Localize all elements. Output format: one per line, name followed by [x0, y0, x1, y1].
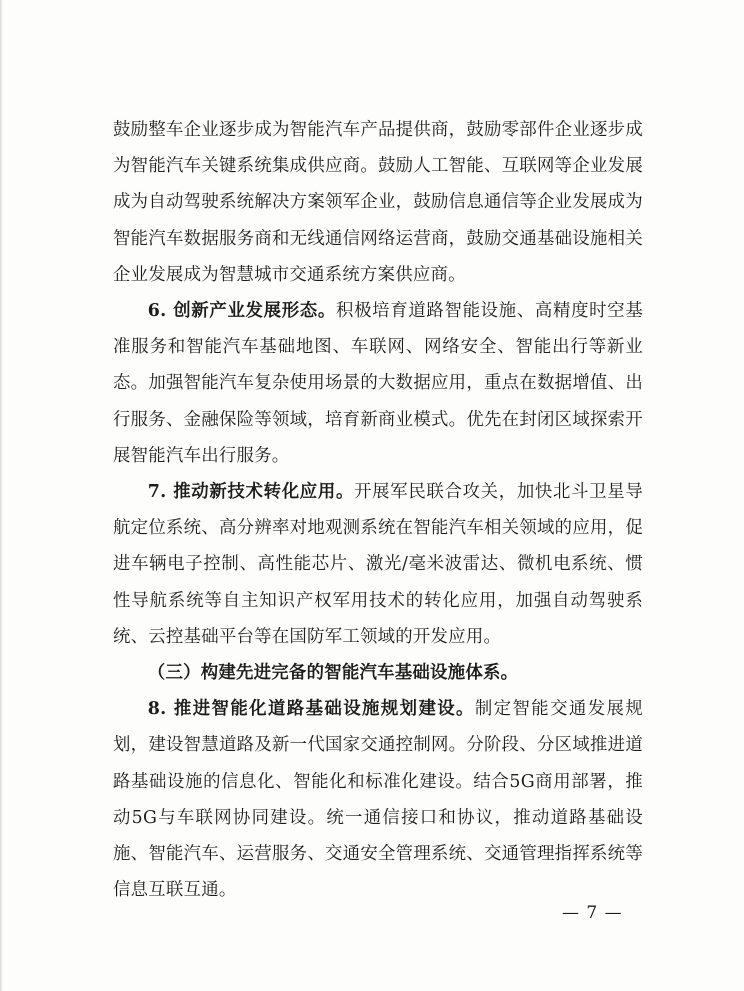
- body-text: [113, 112, 643, 908]
- section-heading: （三）构建先进完备的智能汽车基础设施体系。: [147, 663, 519, 684]
- item-heading: 6. 创新产业发展形态。: [147, 301, 336, 322]
- paragraph-item-8: [113, 691, 643, 908]
- paragraph-continuation: [113, 112, 643, 293]
- item-heading: 8. 推进智能化道路基础设施规划建设。: [147, 699, 475, 720]
- page-number: — 7 —: [562, 903, 623, 923]
- item-heading: 7. 推动新技术转化应用。: [147, 482, 355, 503]
- paragraph-text: 积极培育道路智能设施、高精度时空基准服务和智能汽车基础地图、车联网、网络安全、智能出行等新业态。加强智能汽车复杂使用场景的大数据应用，重点在数据增值、出行服务、金融保险等领域，培育新商业模式。优先在封闭区域探索开展智能汽车出行服务。: [113, 301, 643, 466]
- section-heading-3: [113, 655, 643, 691]
- paragraph-text: 开展军民联合攻关，加快北斗卫星导航定位系统、高分辨率对地观测系统在智能汽车相关领域的应用，促进车辆电子控制、高性能芯片、激光/毫米波雷达、微机电系统、惯性导航系统等自主知识产权军用技术的转化应用，加强自动驾驶系统、云控基础平台等在国防军工领域的开发应用。: [113, 482, 643, 647]
- paragraph-item-7: [113, 474, 643, 655]
- paragraph-text: 鼓励整车企业逐步成为智能汽车产品提供商，鼓励零部件企业逐步成为智能汽车关键系统集成供应商。鼓励人工智能、互联网等企业发展成为自动驾驶系统解决方案领军企业，鼓励信息通信等企业发展成为智能汽车数据服务商和无线通信网络运营商，鼓励交通基础设施相关企业发展成为智慧城市交通系统方案供应商。: [113, 120, 643, 285]
- scan-edge: [0, 0, 3, 991]
- paragraph-text: 制定智能交通发展规划，建设智慧道路及新一代国家交通控制网。分阶段、分区域推进道路基础设施的信息化、智能化和标准化建设。结合5G商用部署，推动5G与车联网协同建设。统一通信接口和协议，推动道路基础设施、智能汽车、运营服务、交通安全管理系统、交通管理指挥系统等信息互联互通。: [113, 699, 643, 901]
- paragraph-item-6: [113, 293, 643, 474]
